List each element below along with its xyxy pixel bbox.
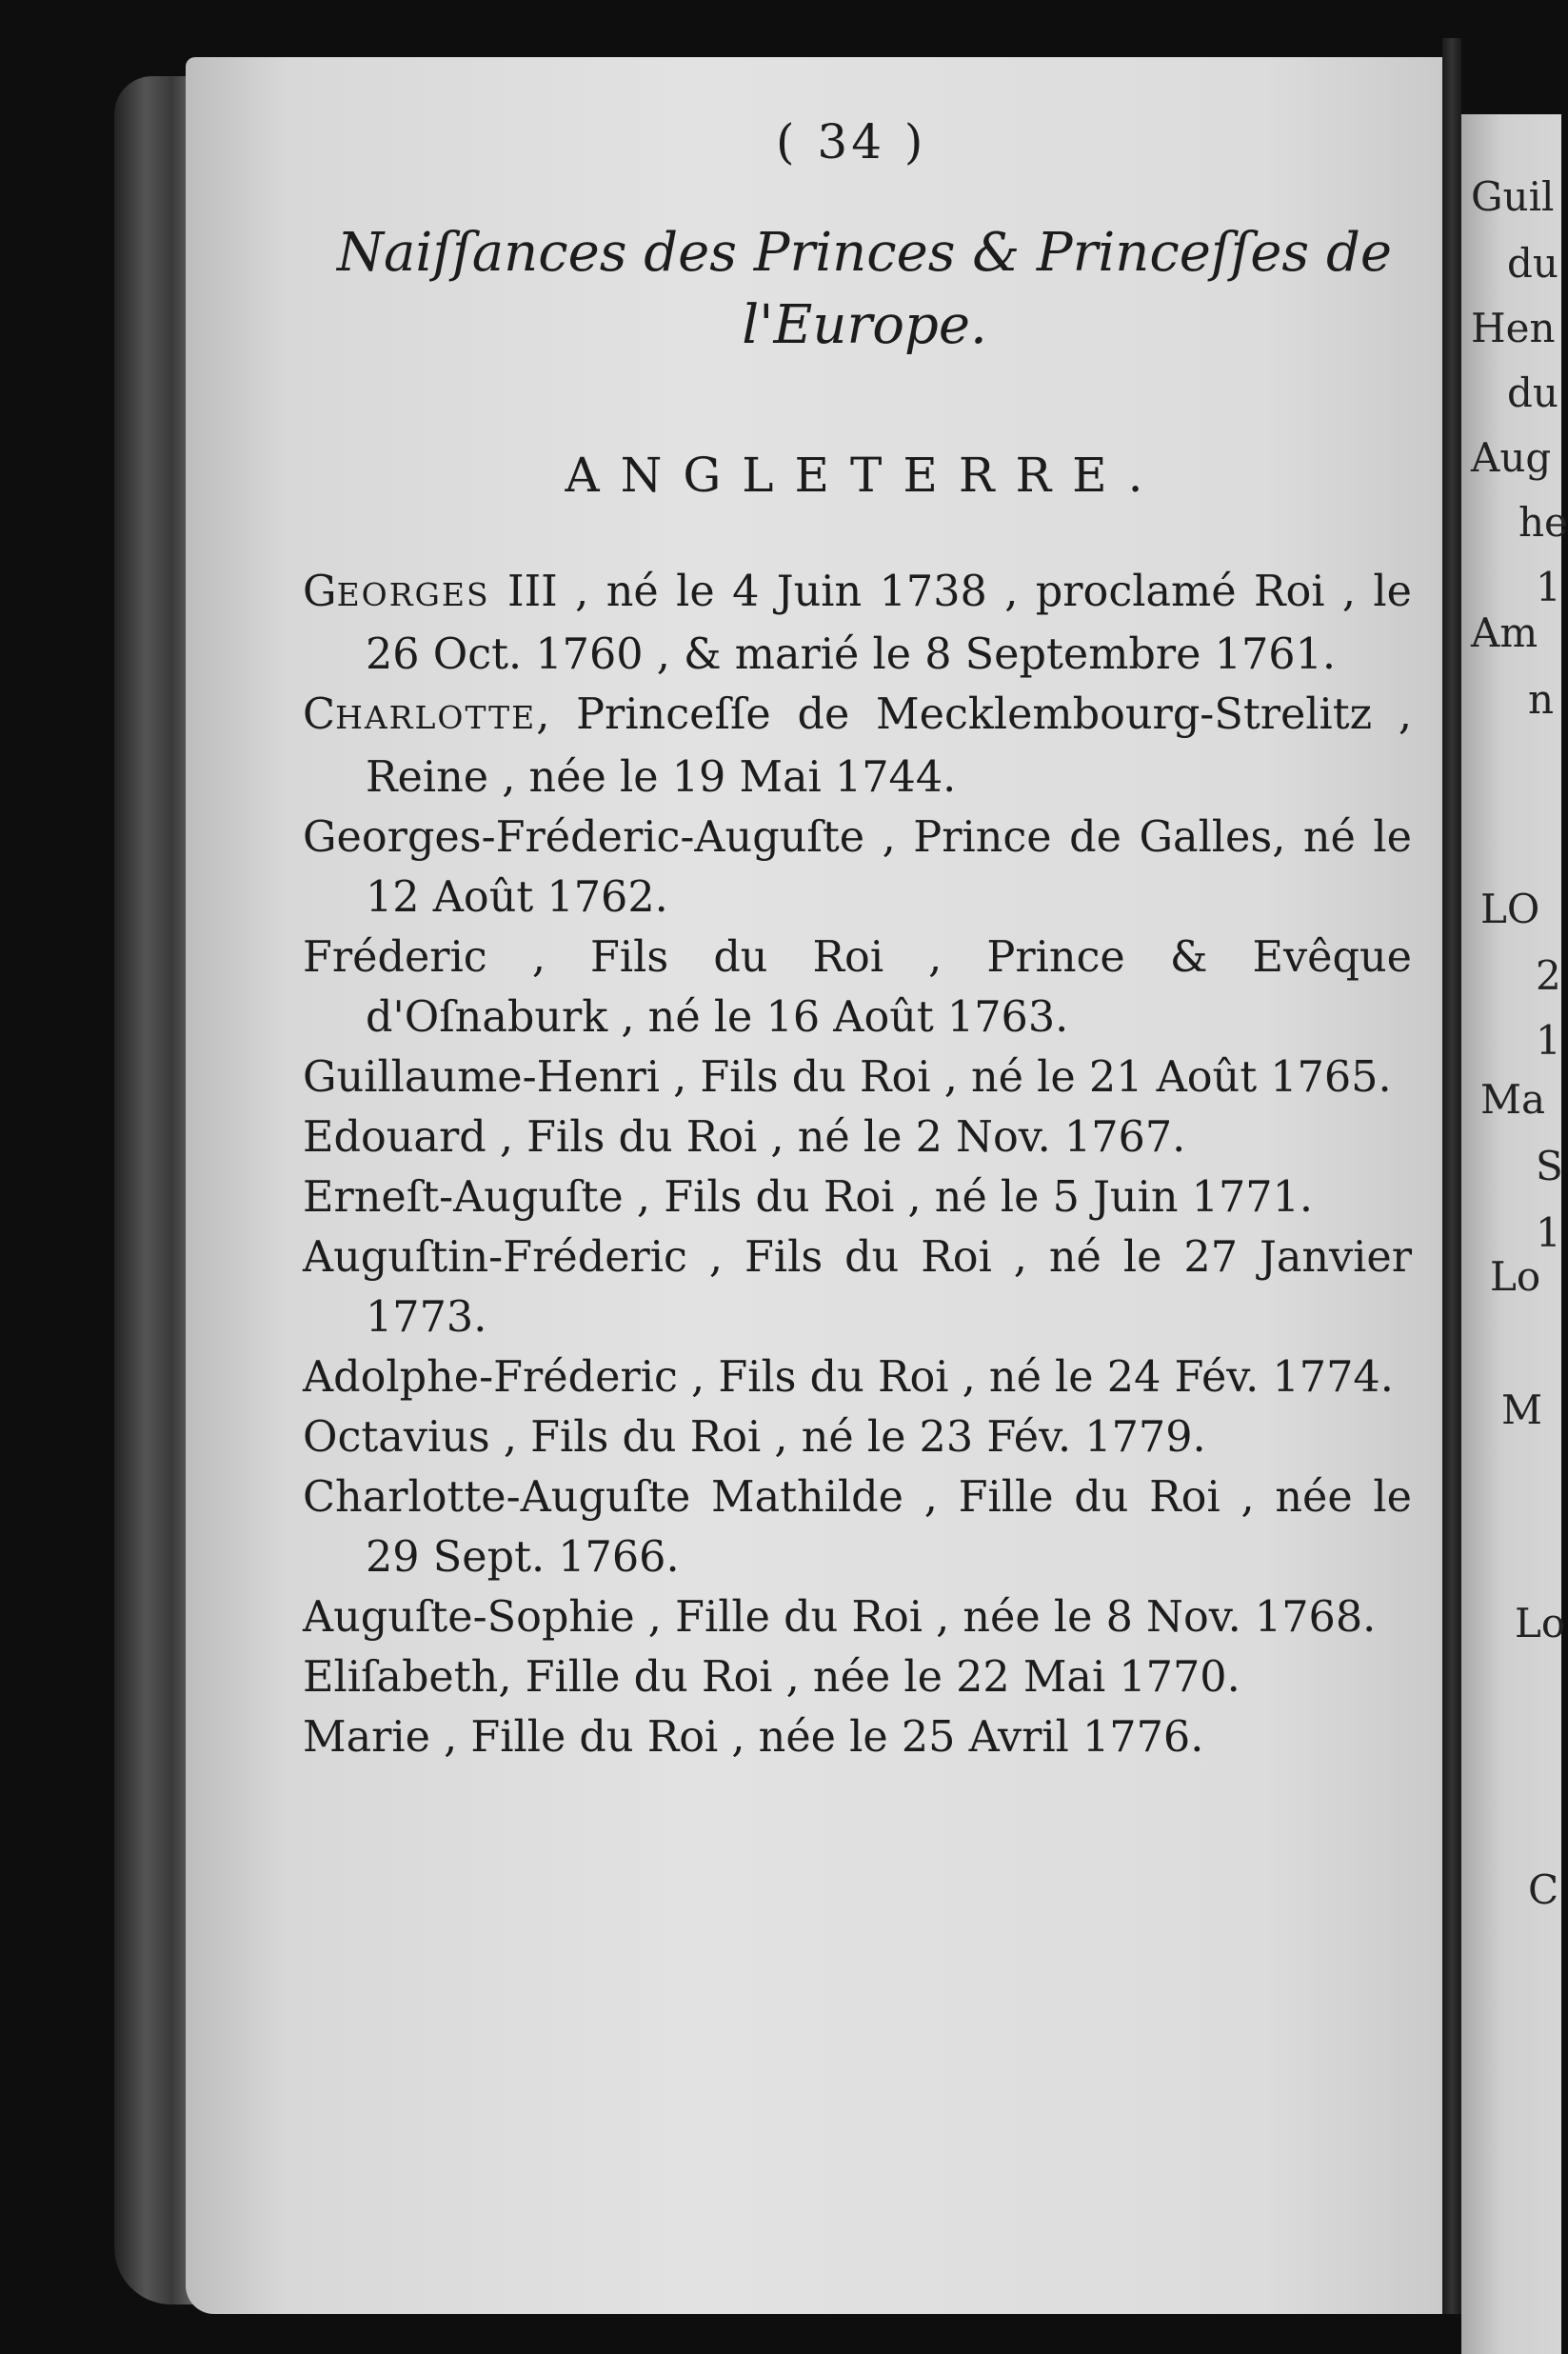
entry-adolphe-frederic xyxy=(303,1347,1412,1407)
entry-augustin-frederic xyxy=(303,1227,1412,1347)
facing-page-fragment: Guil xyxy=(1471,173,1555,220)
entry-text: Georges-Fréderic-Auguſte , Prince de Galles, né le 12 Août 1762. xyxy=(303,813,1412,922)
facing-page-fragment: du xyxy=(1507,369,1558,416)
entry-name-small-caps: EORGES xyxy=(336,576,490,613)
facing-page-fragment: Am xyxy=(1471,609,1538,656)
entry-name-initial: C xyxy=(303,690,336,739)
entry-text: Erneſt-Auguſte , Fils du Roi , né le 5 Juin 1771. xyxy=(303,1173,1314,1222)
birth-entries xyxy=(303,562,1412,1767)
entry-text: III , né le 4 Juin 1738 , proclamé Roi , le 26 Oct. 1760 , & marié le 8 Septembre 1761. xyxy=(366,568,1412,679)
entry-text: Edouard , Fils du Roi , né le 2 Nov. 1767. xyxy=(303,1113,1186,1162)
entry-text: Fréderic , Fils du Roi , Prince & Evêque d'Oſnaburk , né le 16 Août 1763. xyxy=(303,933,1412,1042)
facing-page-fragment: C xyxy=(1528,1866,1559,1913)
facing-page-fragment: Aug xyxy=(1471,434,1552,481)
entry-text: , Princeſſe de Mecklembourg-Strelitz , Reine , née le 19 Mai 1744. xyxy=(366,690,1412,802)
entry-text: Auguſtin-Fréderic , Fils du Roi , né le 27 Janvier 1773. xyxy=(303,1233,1412,1342)
entry-text: Octavius , Fils du Roi , né le 23 Fév. 1779. xyxy=(303,1413,1206,1462)
facing-page-fragment: du xyxy=(1507,240,1558,287)
entry-text: Marie , Fille du Roi , née le 25 Avril 1776. xyxy=(303,1713,1204,1762)
facing-page-fragment: 1 xyxy=(1536,1017,1561,1064)
entry-name-small-caps: HARLOTTE xyxy=(335,699,537,736)
entry-auguste-sophie xyxy=(303,1587,1412,1647)
entry-georges-frederic-auguste xyxy=(303,808,1412,928)
facing-page-fragment: Lo xyxy=(1515,1600,1566,1646)
facing-page-fragment: LO xyxy=(1480,886,1540,932)
entry-elisabeth xyxy=(303,1647,1412,1707)
entry-ernest-auguste xyxy=(303,1167,1412,1227)
facing-page-fragment: Ma xyxy=(1480,1076,1546,1123)
facing-page-fragment: he xyxy=(1518,499,1568,546)
entry-marie xyxy=(303,1707,1412,1767)
entry-name-initial: G xyxy=(303,568,337,616)
facing-page-fragment: S xyxy=(1536,1143,1563,1189)
entry-text: Adolphe-Fréderic , Fils du Roi , né le 24 Fév. 1774. xyxy=(303,1353,1394,1402)
facing-page-fragment: n xyxy=(1528,676,1555,723)
page-number: ( 34 ) xyxy=(776,114,927,170)
facing-page-fragment: Hen xyxy=(1471,305,1556,351)
entry-text: Guillaume-Henri , Fils du Roi , né le 21 Août 1765. xyxy=(303,1053,1392,1102)
facing-page-fragment: 2 xyxy=(1536,952,1561,999)
facing-page-fragment: 1 xyxy=(1536,564,1561,610)
page-heading: Naiſſances des Princes & Princeſſes de l'Europe. xyxy=(337,222,1392,356)
entry-text: Auguſte-Sophie , Fille du Roi , née le 8 Nov. 1768. xyxy=(303,1593,1377,1642)
facing-page-fragment: M xyxy=(1501,1386,1543,1433)
entry-frederic xyxy=(303,928,1412,1047)
facing-page-fragment: 1 xyxy=(1536,1209,1561,1256)
entry-charlotte xyxy=(303,685,1412,808)
entry-georges-iii xyxy=(303,562,1412,685)
facing-page-fragment: Lo xyxy=(1490,1253,1541,1300)
entry-charlotte-auguste-mathilde xyxy=(303,1467,1412,1587)
entry-edouard xyxy=(303,1107,1412,1167)
entry-text: Eliſabeth, Fille du Roi , née le 22 Mai 1770. xyxy=(303,1653,1241,1702)
entry-octavius xyxy=(303,1407,1412,1467)
entry-guillaume-henri xyxy=(303,1047,1412,1107)
country-heading: ANGLETERRE. xyxy=(565,448,1164,503)
entry-text: Charlotte-Auguſte Mathilde , Fille du Roi , née le 29 Sept. 1766. xyxy=(303,1473,1412,1582)
